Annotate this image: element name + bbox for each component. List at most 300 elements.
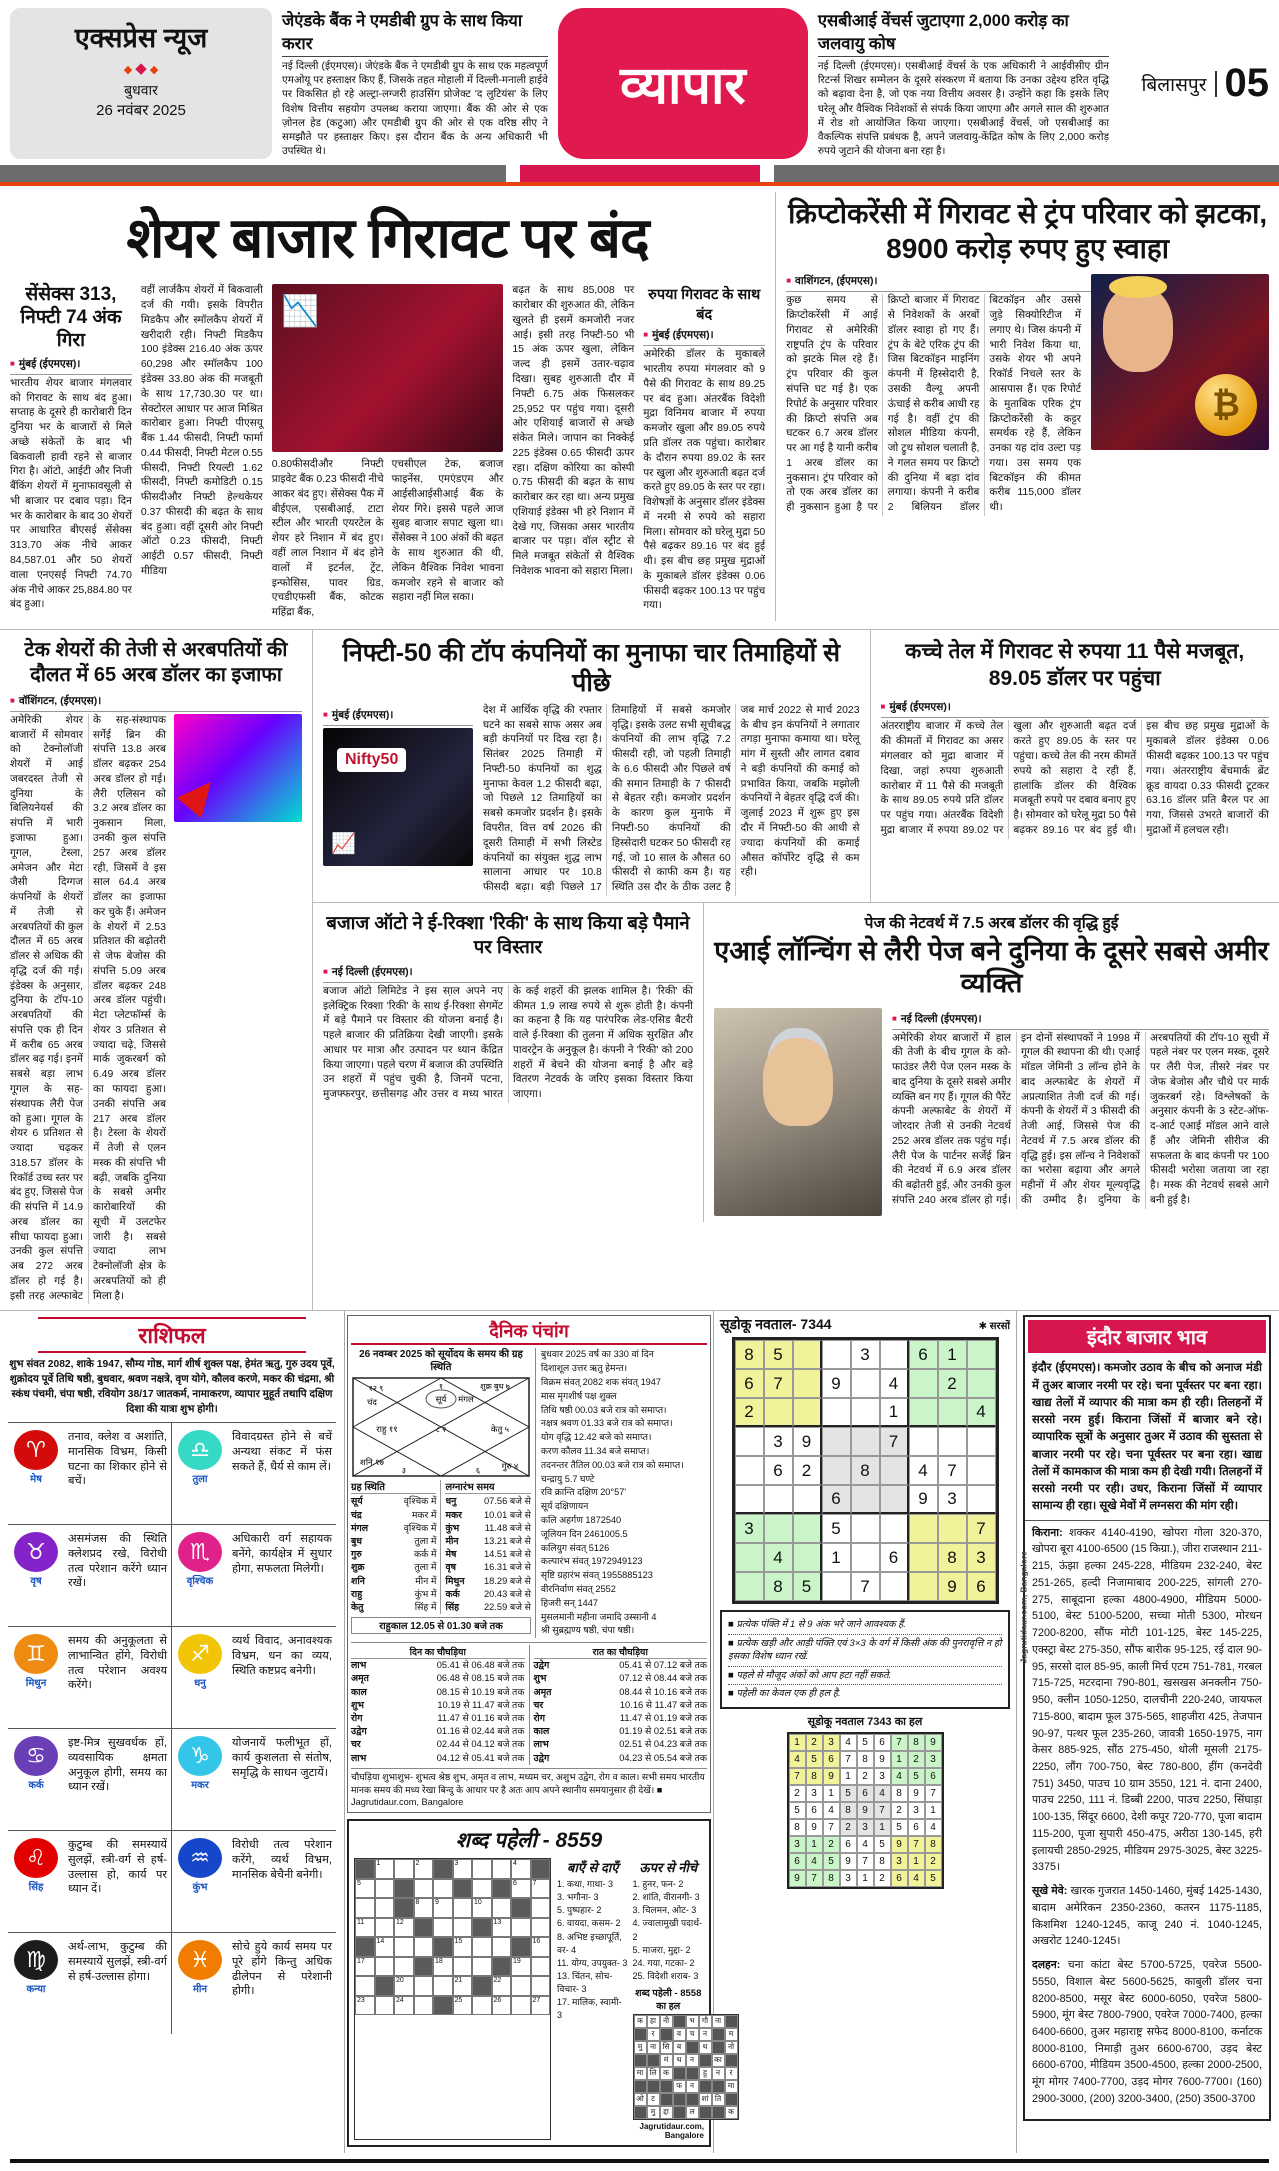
rate-paragraph: दलहन: चना कांटा बेस्ट 5700-5725, एवरेज 5500-5550, विशाल बेस्ट 5600-5625, काबुली डॉलर चना 8200-8500, मसूर बेस्ट 6000-6050, एवरेज 5800-5900, मूंग बेस्ट 7800-7900, एवरेज 7000-7400, हल्का 6400-6600, तुअर महाराष्ट्र सफेद 8000-8100, कर्नाटक 8000-8100, निमाड़ी तुअर 6600-6700, उड़द बेस्ट 6600-6700, मीडियम 3500-4500, हल्का 2000-2500, मूंग मोगर 7400-7700, उड़द मोगर 7600-7700। (160) 2900-3000, (200) 3200-3400, (250) 3500-3700 — [1032, 1957, 1262, 2108]
sudoku-cell[interactable] — [735, 1485, 764, 1514]
sudoku-cell: 2 — [806, 1734, 823, 1751]
page-number: 05 — [1225, 61, 1270, 106]
crossword-cell[interactable]: 16 — [531, 1937, 551, 1957]
sudoku-cell[interactable] — [909, 1369, 938, 1398]
crossword-solution-cell — [699, 2080, 712, 2093]
crossword-block — [472, 1918, 492, 1938]
sudoku-cell: 8 — [874, 1853, 891, 1870]
sudoku-cell[interactable] — [938, 1514, 967, 1543]
crossword-block — [472, 1976, 492, 1996]
crossword-block — [433, 1937, 453, 1957]
sudoku-cell[interactable]: 7 — [967, 1514, 996, 1543]
crossword-cell[interactable] — [492, 1859, 512, 1879]
crossword-cell[interactable] — [472, 1957, 492, 1977]
crossword-block — [492, 1879, 512, 1899]
crossword-solution-cell — [634, 2080, 647, 2093]
crossword-block — [433, 1996, 453, 2016]
header-rule-bar — [0, 165, 1279, 182]
crossword-cell[interactable] — [531, 1957, 551, 1977]
lagna-header: लग्नारंभ समय — [445, 1480, 530, 1494]
crossword-cell[interactable] — [394, 1957, 414, 1977]
crossword-block — [394, 1898, 414, 1918]
page-bottom-rule — [10, 2159, 1269, 2163]
crossword-block — [511, 1898, 531, 1918]
sudoku-cell[interactable] — [967, 1485, 996, 1514]
crossword-cell[interactable] — [375, 1918, 395, 1938]
crossword-cell[interactable] — [355, 1976, 375, 1996]
down-chart-icon: 📉 — [282, 294, 319, 329]
sbi-headline: एसबीआई वेंचर्स जुटाएगा 2,000 करोड़ का जलवायु कोष — [818, 8, 1109, 57]
rashifal-section — [0, 1311, 344, 2152]
sudoku-cell: 3 — [874, 1768, 891, 1785]
crossword-cell[interactable] — [375, 1879, 395, 1899]
sudoku-cell[interactable]: 1 — [880, 1398, 909, 1427]
sudoku-cell: 8 — [908, 1734, 925, 1751]
sudoku-cell[interactable] — [938, 1427, 967, 1456]
sudoku-cell: 2 — [840, 1819, 857, 1836]
crossword-solution-cell: न — [712, 2067, 725, 2080]
sudoku-cell: 4 — [823, 1802, 840, 1819]
crossword-cell[interactable]: 7 — [531, 1879, 551, 1899]
crossword-cell[interactable]: 21 — [453, 1976, 473, 1996]
crossword-cell[interactable]: 10 — [472, 1898, 492, 1918]
crossword-solution-cell: मं — [660, 2054, 673, 2067]
trump-face-shape — [1103, 286, 1173, 372]
crossword-cell[interactable]: 12 — [394, 1918, 414, 1938]
svg-text:सूर्य: सूर्य — [436, 1394, 448, 1405]
sudoku-cell[interactable] — [822, 1398, 851, 1427]
crossword-solution-cell: नो — [725, 2041, 738, 2054]
sudoku-cell[interactable]: 8 — [938, 1543, 967, 1572]
sudoku-cell[interactable] — [851, 1427, 880, 1456]
crossword-solution-cell: क — [725, 2106, 738, 2119]
crossword-cell[interactable] — [433, 1976, 453, 1996]
sudoku-cell: 8 — [806, 1768, 823, 1785]
crossword-block — [414, 1918, 434, 1938]
sudoku-cell[interactable]: 3 — [938, 1485, 967, 1514]
sudoku-cell: 4 — [908, 1870, 925, 1887]
sudoku-cell: 6 — [891, 1870, 908, 1887]
crossword-cell[interactable] — [355, 1898, 375, 1918]
crossword-cell[interactable]: 15 — [453, 1937, 473, 1957]
zodiac-icon: ♏ — [178, 1532, 222, 1572]
rashifal-entry: ♐ धनु व्यर्थ विवाद, अनावश्यक विभ्रम, धन का व्यय, स्थिति कष्टप्रद बनेगी। — [172, 1626, 336, 1728]
sudoku-cell[interactable]: 8 — [735, 1340, 764, 1369]
crossword-cell[interactable]: 23 — [355, 1996, 375, 2016]
sudoku-cell: 7 — [908, 1836, 925, 1853]
crossword-solution-cell: व — [673, 2028, 686, 2041]
sudoku-cell[interactable] — [822, 1572, 851, 1601]
down-header: ऊपर से नीचे — [633, 1858, 705, 1876]
crossword-block — [433, 1859, 453, 1879]
crossword-cell[interactable]: 3 — [453, 1859, 473, 1879]
sudoku-cell[interactable] — [938, 1398, 967, 1427]
sudoku-cell[interactable] — [909, 1543, 938, 1572]
crossword-cell[interactable]: 11 — [355, 1918, 375, 1938]
sudoku-cell[interactable]: 7 — [938, 1456, 967, 1485]
up-arrow-icon — [177, 772, 223, 819]
sudoku-cell[interactable]: 3 — [851, 1340, 880, 1369]
crossword-cell[interactable]: 13 — [492, 1918, 512, 1938]
crude-headline: कच्चे तेल में गिरावट से रुपया 11 पैसे मजबूत, 89.05 डॉलर पर पहुंचा — [881, 638, 1270, 693]
sarso-label: ✱ सरसों — [979, 1318, 1010, 1332]
crossword-cell[interactable]: 24 — [394, 1996, 414, 2016]
sudoku-cell[interactable] — [851, 1485, 880, 1514]
sudoku-cell: 3 — [840, 1870, 857, 1887]
crossword-cell[interactable] — [375, 1957, 395, 1977]
crossword-cell[interactable]: 17 — [355, 1957, 375, 1977]
sudoku-cell[interactable]: 3 — [967, 1543, 996, 1572]
edition-location: बिलासपुर — [1142, 71, 1217, 97]
sudoku-cell[interactable]: 1 — [938, 1340, 967, 1369]
sudoku-cell[interactable]: 2 — [793, 1456, 822, 1485]
grah-list: सूर्य वृश्चिक में चंद्र मकर में मंगल वृश्चिक में बुध तुला में गुरु कर्क में शुक्र तुला में शनि मीन में राहु कुंभ में केतु सिंह में — [351, 1495, 436, 1614]
crossword-solution-cell: मा — [634, 2067, 647, 2080]
crossword-cell[interactable] — [394, 1937, 414, 1957]
sudoku-cell[interactable]: 7 — [764, 1369, 793, 1398]
crossword-cell[interactable]: 6 — [511, 1879, 531, 1899]
sudoku-cell[interactable] — [967, 1340, 996, 1369]
crossword-solution-cell — [634, 2054, 647, 2067]
crossword-cell[interactable]: 2 — [414, 1859, 434, 1879]
sudoku-cell: 4 — [925, 1819, 942, 1836]
sudoku-cell[interactable] — [822, 1456, 851, 1485]
crude-body: अंतरराष्ट्रीय बाजार में कच्चे तेल की कीमतों में गिरावट का असर मंगलवार को मुद्रा बाजार में दिखा, जहां रुपया शुरुआती कारोबार में 11 पैसे की मजबूती के साथ 89.05 रुपये प्रति डॉलर पर पहुंच गया। अंतरबैंक विदेशी मुद्रा बाजार में रुपया 89.02 पर खुला और शुरुआती बढ़त दर्ज करते हुए 89.05 के स्तर पर पहुंचा। कच्चे तेल की नरम कीमतें रुपये को सहारा दे रही हैं, हालांकि डॉलर की वैश्विक मजबूती रुपये पर दबाव बनाए हुए है। सोमवार को घरेलू मुद्रा 50 पैसे बढ़कर 89.16 पर बंद हुई थी। इस बीच छह प्रमुख मुद्राओं के मुकाबले डॉलर इंडेक्स 0.06 फीसदी बढ़कर 100.13 पर पहुंच गया। अंतरराष्ट्रीय बेंचमार्क ब्रेंट क्रूड वायदा 0.33 फीसदी टूटकर 63.16 डॉलर प्रति बैरल पर आ गया, जिससे उभरते बाजारों की मुद्राओं में हलचल रही। — [881, 720, 1270, 838]
sudoku-cell[interactable] — [851, 1543, 880, 1572]
larry-body: अमेरिकी शेयर बाजारों में हाल की तेजी के बीच गूगल के को-फाउंडर लैरी पेज एलन मस्क के बाद दुनिया के दूसरे सबसे अमीर व्यक्ति बन गए हैं। गूगल की पैरेंट कंपनी अल्फाबेट के शेयरों में जोरदार तेजी से उनकी नेटवर्थ 252 अरब डॉलर तक पहुंच गई। लैरी पेज के पार्टनर सर्जेई ब्रिन की नेटवर्थ में 6.9 अरब डॉलर की बढ़ोतरी हुई, और उनकी कुल संपत्ति 240 अरब डॉलर हो गई। इन दोनों संस्थापकों ने 1998 में गूगल की स्थापना की थी। एआई मॉडल जेमिनी 3 लॉन्च होने के बाद अल्फाबेट के शेयरों में अप्रत्याशित तेजी दर्ज की गई। कंपनी के शेयरों में 3 फीसदी की तेजी आई, जिससे पेज की नेटवर्थ में 7.5 अरब डॉलर की वृद्धि हुई। इस लॉन्च ने निवेशकों का भरोसा बढ़ाया और अगले महीनों में और शेयर मूल्यवृद्धि की उम्मीद है। दुनिया के अरबपतियों की टॉप-10 सूची में पहले नंबर पर एलन मस्क, दूसरे पर लैरी पेज, तीसरे नंबर पर जेफ बेजोस और चौथे पर मार्क जुकरबर्ग रहे। विश्लेषकों के अनुसार कंपनी के 3 स्टेट-ऑफ-द-आर्ट एआई मॉडल आने वाले हैं और जेमिनी सीरीज की सफलता के बाद कंपनी पर 100 फीसदी भरोसा जताया जा रहा है। मस्क की नेटवर्थ सबसे आगे बनी हुई है। — [892, 1032, 1269, 1209]
sudoku-cell: 6 — [857, 1785, 874, 1802]
day-chaughadiya-rows: लाभ 05.41 से 06.48 बजे तक अमृत 06.48 से 08.15 बजे तक काल 08.15 से 10.19 बजे तक शुभ 10.19 से 11.47 बजे तक रोग 11.47 से 01.16 बजे तक उद्वेग 01.16 से 02.44 बजे तक चर 02.44 से 04.12 बजे तक लाभ 04.12 से 05.41 बजे तक — [351, 1659, 525, 1765]
crossword-cell[interactable]: 5 — [355, 1879, 375, 1899]
crossword-title: शब्द पहेली - 8559 — [354, 1826, 704, 1854]
sudoku-cell: 3 — [925, 1751, 942, 1768]
sudoku-cell[interactable]: 3 — [735, 1514, 764, 1543]
svg-text:चंद: चंद — [367, 1397, 377, 1407]
sudoku-cell[interactable] — [851, 1369, 880, 1398]
tech-headline: टेक शेयरों की तेजी से अरबपतियों की दौलत में 65 अरब डॉलर का इजाफा — [10, 638, 302, 688]
svg-text:६: ६ — [476, 1466, 480, 1475]
indore-title: इंदौर बाजार भाव — [1028, 1320, 1266, 1353]
crossword-cell[interactable] — [531, 1918, 551, 1938]
sudoku-cell: 3 — [789, 1836, 806, 1853]
crossword-solution-cell — [686, 2041, 699, 2054]
crossword-cell[interactable]: 25 — [453, 1996, 473, 2016]
larry-headline: एआई लॉन्चिंग से लैरी पेज बने दुनिया के दूसरे सबसे अमीर व्यक्ति — [714, 935, 1269, 1000]
sudoku-cell[interactable] — [793, 1543, 822, 1572]
sudoku-cell[interactable]: 4 — [764, 1543, 793, 1572]
day-chaughadiya-header: दिन का चौघड़िया — [351, 1645, 525, 1659]
sudoku-cell: 6 — [789, 1853, 806, 1870]
crossword-cell[interactable] — [375, 1996, 395, 2016]
lead-col5: अमेरिकी डॉलर के मुकाबले भारतीय रुपया मंगलवार को 9 पैसे की गिरावट के साथ 89.25 पर बंद हुआ। अंतरबैंक विदेशी मुद्रा विनिमय बाजार में रुपया कमजोर खुला और 89.05 रुपये प्रति डॉलर तक पहुंचा। कारोबार के दौरान रुपया 89.02 के स्तर पर खुला और शुरुआती बढ़त दर्ज करते हुए 89.05 के स्तर पर रहा। विशेषज्ञों के अनुसार डॉलर इंडेक्स में नरमी से रुपये को सहारा मिला। सोमवार को घरेलू मुद्रा 50 पैसे बढ़कर 89.16 पर बंद हुई थी। इस बीच छह प्रमुख मुद्राओं के मुकाबले डॉलर इंडेक्स 0.06 फीसदी बढ़कर 100.13 पर पहुंच गया। — [643, 348, 765, 614]
crossword-cell[interactable]: 14 — [375, 1937, 395, 1957]
sudoku-cell[interactable] — [851, 1514, 880, 1543]
svg-text:१२ ९: १२ ९ — [369, 1384, 384, 1393]
sudoku-cell: 1 — [874, 1819, 891, 1836]
rashifal-entry: ♈ मेष तनाव, क्लेश व अशांति, मानसिक विभ्रम, किसी घटना का शिकार होने से बचें। — [8, 1422, 172, 1524]
sudoku-cell[interactable]: 6 — [764, 1456, 793, 1485]
sudoku-cell[interactable]: 6 — [967, 1572, 996, 1601]
sudoku-cell[interactable]: 2 — [735, 1398, 764, 1427]
sudoku-cell: 4 — [891, 1768, 908, 1785]
panchang-title: दैनिक पंचांग — [351, 1319, 707, 1345]
crossword-solution-cell: र — [647, 2028, 660, 2041]
sudoku-cell[interactable] — [909, 1398, 938, 1427]
sudoku-cell[interactable] — [967, 1427, 996, 1456]
zodiac-icon: ♓ — [178, 1940, 222, 1980]
crossword-solution-cell: लि — [647, 2067, 660, 2080]
crossword-grid[interactable] — [354, 1858, 551, 2139]
crossword-solution-cell: न — [699, 2028, 712, 2041]
crossword-block — [355, 1937, 375, 1957]
sudoku-cell[interactable]: 2 — [938, 1369, 967, 1398]
crossword-cell[interactable]: 27 — [531, 1996, 551, 2016]
crossword-cell[interactable] — [414, 1996, 434, 2016]
sudoku-cell: 8 — [823, 1870, 840, 1887]
crossword-cell[interactable] — [472, 1859, 492, 1879]
lead-col3a: 0.80फीसदीऔर निफ्टी प्राइवेट बैंक 0.23 फीसदी नीचे आकर बंद हुए। सेंसेक्स पैक में बीईएल, एसबीआई, टाटा स्टील और भारती एयरटेल के शेयर हरे निशान में बंद हुए। वहीं लाल निशान में बंद होने वालों में इटर्नल, ट्रेंट, इन्फोसिस, पावर ग्रिड, एचडीएफसी बैंक, कोटक महिंद्रा बैंक, — [272, 458, 384, 620]
rate-paragraph: किराना: शक्कर 4140-4190, खोपरा गोला 320-370, खोपरा बूरा 4100-6500 (15 किग्रा.), जीरा राजस्थान 211-215, ऊंझा हल्का 245-228, मीडियम 232-240, बेस्ट 251-265, हल्दी निजामाबाद 200-225, सांगली 270-275, साबूदाना हल्का 4800-4900, मीडियम 5000-5100, बेस्ट 5100-5200, सच्चा मोती 5300, मोरधन 7200-8200, सौंफ मोटी 101-125, बेस्ट 145-225, एक्स्ट्रा बेस्ट 275-350, सौंफ बारीक 95-125, रई दाल 90-95, सरसो दाल 85-95, काली मिर्च एटम 751-781, गरबल 715-725, मटरदाना 790-801, खसखस अनक्लीन 750-950, क्लीन 1050-1250, दालचीनी 220-240, जायफल 715-800, बादाम फूल 375-565, शाहजीरा 425, तेजपान 90-97, पत्थर फूल 235-260, जावत्री 1650-1975, नाग केसर 885-925, सौंठ 275-450, धोली मूसली 2175-2250, लौंग 700-750, बेस्ट 780-800, हींग (कनदेवी 751) 3450, पाउच 10 ग्राम 3550, 121 नं. दाना 2400, पाउच 2250, 111 नं. डिब्बी 2200, पाउच 2250, सिंघाड़ा 100-135, सिंदूर 6600, देशी कपूर 720-770, पूजा बादाम 115-200, पूजा सुपारी 450-475, अरीठा 130-145, हरी इलायची 2850-2925, मीडियम 2975-3025, बेस्ट 3225-3375। — [1032, 1525, 1262, 1876]
grah-header: ग्रह स्थिति — [351, 1480, 436, 1494]
sudoku-cell[interactable] — [735, 1543, 764, 1572]
sudoku-cell: 9 — [891, 1836, 908, 1853]
sudoku-cell[interactable] — [793, 1514, 822, 1543]
sudoku-cell: 2 — [925, 1853, 942, 1870]
crypto-body: कुछ समय से क्रिप्टोकरेंसी में आई गिरावट से अमेरिकी राष्ट्रपति ट्रंप के परिवार को झटके मिल रहे हैं। ट्रंप परिवार की कुल संपत्ति घट गई है। एक रिपोर्ट के अनुसार परिवार की क्रिप्टो संपत्ति अब घटकर 6.7 अरब डॉलर पर आ गई है यानी करीब 1 अरब डॉलर का नुकसान। ट्रंप परिवार को तो एक अरब डॉलर का ही नुकसान हुआ है पर क्रिप्टो बाजार में गिरावट से निवेशकों के अरबों डॉलर स्वाहा हो गए हैं। ट्रंप के बेटे एरिक ट्रंप की जिस बिटकॉइन माइनिंग कंपनी में हिस्सेदारी है, उसकी वैल्यू अपनी ऊंचाई से करीब आधी रह गई है। वहीं ट्रंप की सोशल मीडिया कंपनी, जो ट्रुथ सोशल चलाती है, ने गलत समय पर क्रिप्टो की दुनिया में बड़ा दांव लगाया। कंपनी ने करीब 2 बिलियन डॉलर बिटकॉइन और उससे जुड़े सिक्योरिटीज में लगाए थे। जिस कंपनी में भारी निवेश किया था, उसके शेयर भी अपने रिकॉर्ड निचले स्तर के आसपास हैं। एक रिपोर्ट के मुताबिक एरिक ट्रंप क्रिप्टोकरेंसी के कट्टर समर्थक रहे हैं, लेकिन उनका यह दांव उल्टा पड़ गया। उस समय एक बिटकॉइन की कीमत करीब 115,000 डॉलर थी। — [786, 294, 1081, 515]
crossword-cell[interactable] — [472, 1879, 492, 1899]
crossword-block — [414, 1957, 434, 1977]
crossword-cell[interactable]: 20 — [394, 1976, 414, 1996]
crossword-solution-cell — [647, 2054, 660, 2067]
crossword-cell[interactable] — [453, 1898, 473, 1918]
sudoku-cell[interactable] — [793, 1340, 822, 1369]
sudoku-cell[interactable]: 4 — [909, 1456, 938, 1485]
sudoku-cell[interactable] — [793, 1369, 822, 1398]
nifty-byline: ■ मुंबई (ईएमएस)। — [323, 708, 473, 726]
sudoku-cell[interactable]: 6 — [822, 1485, 851, 1514]
across-clues: 1. कथा, गाथा- 3 3. भगौना- 3 5. पुष्पहार- 2 6. वायदा, कसम- 2 8. अभिष्ट इच्छापूर्ति, वर- 4 11. योग्य, उपयुक्त- 3 13. चिंतन, सोच-विचार- 3 17. मालिक, स्वामी- 3 — [557, 1878, 629, 2022]
crossword-cell[interactable] — [453, 1918, 473, 1938]
crossword-solution-cell: म — [725, 2028, 738, 2041]
sudoku-cell[interactable]: 7 — [851, 1572, 880, 1601]
sudoku-cell[interactable] — [764, 1514, 793, 1543]
sudoku-cell[interactable] — [735, 1572, 764, 1601]
sudoku-cell[interactable] — [967, 1456, 996, 1485]
sudoku-solution-label: सूडोकू नवताल 7343 का हल — [720, 1714, 1010, 1729]
sudoku-cell[interactable]: 3 — [764, 1427, 793, 1456]
rashifal-entry: ♎ तुला विवादग्रस्त होने से बचें अन्यथा संकट में फंस सकते हैं, धैर्य से काम लें। — [172, 1422, 336, 1524]
crossword-cell[interactable] — [453, 1957, 473, 1977]
crossword-solution-cell — [673, 2106, 686, 2119]
sudoku-cell[interactable] — [880, 1572, 909, 1601]
crossword-block — [453, 1879, 473, 1899]
sudoku-cell[interactable]: 5 — [764, 1340, 793, 1369]
crossword-solution-cell: मु — [634, 2041, 647, 2054]
crossword-cell[interactable]: 26 — [492, 1996, 512, 2016]
sudoku-cell[interactable]: 8 — [764, 1572, 793, 1601]
night-chaughadiya-rows: उद्वेग 05.41 से 07.12 बजे तक शुभ 07.12 से 08.44 बजे तक अमृत 08.44 से 10.16 बजे तक चर 10.16 से 11.47 बजे तक रोग 11.47 से 01.19 बजे तक काल 01.19 से 02.51 बजे तक लाभ 02.51 से 04.23 बजे तक उद्वेग 04.23 से 05.54 बजे तक — [534, 1659, 708, 1765]
zodiac-icon: ♎ — [178, 1430, 222, 1470]
sudoku-cell: 5 — [891, 1819, 908, 1836]
sudoku-cell[interactable] — [880, 1456, 909, 1485]
sudoku-cell[interactable] — [909, 1427, 938, 1456]
across-header: बाएँ से दाएँ — [557, 1858, 629, 1876]
crossword-solution-cell: भ — [686, 2015, 699, 2028]
sudoku-grid[interactable] — [732, 1337, 999, 1604]
sudoku-cell[interactable] — [967, 1369, 996, 1398]
bottom-band — [0, 1311, 1279, 2152]
crossword-cell[interactable] — [531, 1898, 551, 1918]
crossword-solution-cell: ति — [712, 2093, 725, 2106]
crossword-cell[interactable]: 9 — [433, 1898, 453, 1918]
sudoku-cell[interactable]: 5 — [793, 1572, 822, 1601]
crossword-solution-cell — [673, 2093, 686, 2106]
crossword-cell[interactable] — [492, 1898, 512, 1918]
crossword-cell[interactable] — [394, 1859, 414, 1879]
sudoku-cell[interactable]: 4 — [880, 1369, 909, 1398]
crossword-cell[interactable] — [414, 1937, 434, 1957]
crossword-cell[interactable] — [511, 1996, 531, 2016]
crossword-cell[interactable] — [414, 1976, 434, 1996]
sudoku-cell[interactable] — [880, 1485, 909, 1514]
sudoku-cell[interactable] — [822, 1427, 851, 1456]
lead-col1: भारतीय शेयर बाजार मंगलवार को गिरावट के साथ बंद हुआ। सप्ताह के दूसरे ही कारोबारी दिन दुनिया भर के बाजारों से मिले अच्छे संकेतों के बाद भी बिकवाली हावी रहने से बाजार गिरा है। ऑटो, आईटी और निजी बैंकिंग शेयरों में मुनाफावसूली से भी बाजार पर दबाव पड़ा। दिन भर के कारोबार के बाद 30 शेयरों पर आधारित बीएसई सेंसेक्स 313.70 अंक नीचे आकर 84,587.01 और 50 शेयरों वाला एनएसई निफ्टी 74.70 अंक नीचे आकर 25,884.80 पर बंद हुआ। — [10, 377, 132, 613]
sudoku-cell: 1 — [891, 1751, 908, 1768]
crossword-cell[interactable]: 1 — [375, 1859, 395, 1879]
sudoku-cell[interactable]: 4 — [967, 1398, 996, 1427]
sudoku-cell: 4 — [874, 1785, 891, 1802]
crypto-byline: ■ वाशिंगटन, (ईएमएस)। — [786, 274, 1269, 292]
article-larry-page — [704, 903, 1279, 1222]
sudoku-cell: 9 — [840, 1853, 857, 1870]
crossword-solution-cell: न — [686, 2054, 699, 2067]
sudoku-cell[interactable] — [909, 1514, 938, 1543]
sudoku-cell[interactable]: 6 — [880, 1543, 909, 1572]
lagna-list: धनु 07.56 बजे से मकर 10.01 बजे से कुंभ 11.48 बजे से मीन 13.21 बजे से मेष 14.51 बजे से वृष 16.31 बजे से मिथुन 18.29 बजे से कर्क 20.43 बजे से सिंह 22.59 बजे से — [445, 1495, 530, 1614]
sudoku-cell[interactable] — [851, 1398, 880, 1427]
lead-band — [0, 186, 1279, 629]
sudoku-cell: 4 — [840, 1734, 857, 1751]
crossword-cell[interactable]: 22 — [492, 1976, 512, 1996]
article-share-market — [10, 192, 776, 620]
sudoku-cell: 2 — [789, 1785, 806, 1802]
sudoku-cell: 9 — [925, 1734, 942, 1751]
sudoku-cell: 6 — [925, 1768, 942, 1785]
sudoku-cell[interactable]: 9 — [822, 1369, 851, 1398]
sudoku-cell: 7 — [874, 1802, 891, 1819]
article-bajaj-auto — [313, 903, 704, 1222]
masthead-date: 26 नवंबर 2025 — [16, 100, 266, 120]
tech-byline: ■ वॉशिंगटन, (ईएमएस)। — [10, 694, 302, 712]
crossword-cell[interactable] — [472, 1937, 492, 1957]
section-banner-vyapar — [558, 8, 808, 159]
crossword-block — [394, 1879, 414, 1899]
sudoku-cell[interactable] — [793, 1398, 822, 1427]
svg-text:शनि १७: शनि १७ — [360, 1457, 384, 1467]
rashifal-entry: ♌ सिंह कुटुम्ब की समस्यायें सुलझें, स्त्री-वर्ग से हर्ष-उल्लास हो, कार्य पर ध्यान दें। — [8, 1830, 172, 1932]
sudoku-cell[interactable]: 5 — [822, 1514, 851, 1543]
sudoku-cell: 5 — [789, 1802, 806, 1819]
svg-text:शुक्र बुध ७: शुक्र बुध ७ — [480, 1382, 510, 1392]
crossword-cell[interactable] — [511, 1918, 531, 1938]
sudoku-cell[interactable]: 9 — [793, 1427, 822, 1456]
sudoku-cell[interactable]: 9 — [909, 1485, 938, 1514]
crossword-cell[interactable] — [375, 1898, 395, 1918]
lead-headline: शेयर बाजार गिरावट पर बंद — [10, 198, 765, 274]
crossword-cell[interactable] — [433, 1879, 453, 1899]
masthead-ornament-icon: ◆ ◆ ◆ — [16, 59, 266, 77]
crossword-cell[interactable]: 18 — [433, 1957, 453, 1977]
crossword-solution-cell: क — [660, 2067, 673, 2080]
article-nifty50 — [313, 630, 871, 902]
sudoku-cell[interactable]: 6 — [735, 1369, 764, 1398]
rashifal-entry: ♍ कन्या अर्थ-लाभ, कुटुम्ब की समस्यायें सुलझें, स्त्री-वर्ग से हर्ष-उल्लास होगा। — [8, 1932, 172, 2034]
lead-col2: वहीं लार्जकैप शेयरों में बिकवाली दर्ज की गयी। इसके विपरीत मिडकैप और स्मॉलकैप शेयरों में खरीदारी रही। निफ्टी मिडकैप 100 इंडेक्स 216.40 अंक ऊपर 60,298 और स्मॉलकैप 100 इंडेक्स 33.80 अंक की मजबूती के साथ 17,730.30 पर था। सेक्टोरल आधार पर आज मिश्रित कारोबार हुआ। निफ्टी पीएसयू बैंक 1.44 फीसदी, निफ्टी फार्मा 0.44 फीसदी, निफ्टी मेटल 0.55 फीसदी, निफ्टी रियल्टी 1.62 फीसदी, निफ्टी कमोडिटी 0.15 फीसदीऔर निफ्टी हेल्थकेयर 0.37 फीसदी की बढ़त के साथ बंद हुआ। वहीं दूसरी ओर निफ्टी ऑटो 0.23 फीसदी, निफ्टी आईटी 0.57 फीसदी, निफ्टी मीडिया — [141, 284, 263, 579]
sudoku-cell[interactable] — [880, 1514, 909, 1543]
trump-bitcoin-photo — [1091, 274, 1269, 450]
sudoku-cell[interactable] — [764, 1485, 793, 1514]
sudoku-cell[interactable] — [822, 1340, 851, 1369]
lead-col4: बढ़त के साथ 85,008 पर कारोबार की शुरुआत की, लेकिन खुलते ही इसमें कमजोरी नजर आई। इसी तरह निफ्टी-50 भी 15 अंक ऊपर खुला, लेकिन जल्द ही इसमें उतार-चढ़ाव दिखा। सुबह शुरुआती दौर में निफ्टी 6.75 अंक फिसलकर 25,952 पर पहुंच गया। दूसरी ओर एशियाई बाजारों से अच्छे संकेत मिले। जापान का निक्केई 225 इंडेक्स 0.65 फीसदी ऊपर रहा। दक्षिण कोरिया का कोस्पी 0.75 फीसदी की बढ़त के साथ कारोबार कर रहा था। अन्य प्रमुख एशियाई इंडेक्स भी हरे निशान में देखे गए, जिसका असर भारतीय बाजार पर पड़ा। वॉल स्ट्रीट से मिले मजबूत संकेतों से वैश्विक निवेशक भावना को सहारा मिला। — [512, 284, 634, 579]
crossword-solution-cell: हु — [699, 2067, 712, 2080]
sudoku-cell: 2 — [874, 1870, 891, 1887]
sudoku-cell[interactable] — [735, 1456, 764, 1485]
sudoku-cell: 9 — [857, 1802, 874, 1819]
crossword-cell[interactable] — [414, 1879, 434, 1899]
sudoku-cell: 3 — [857, 1819, 874, 1836]
sudoku-cell[interactable] — [909, 1572, 938, 1601]
lead-subhead: सेंसेक्स 313, निफ्टी 74 अंक गिरा — [10, 284, 132, 352]
sudoku-cell[interactable] — [793, 1485, 822, 1514]
crossword-cell[interactable]: 19 — [511, 1957, 531, 1977]
crossword-solution-cell — [699, 2106, 712, 2119]
candlestick-icon: 📈 — [331, 831, 356, 856]
crossword-cell[interactable] — [531, 1976, 551, 1996]
crossword-solution-cell: न — [686, 2080, 699, 2093]
crossword-cell[interactable]: 4 — [511, 1859, 531, 1879]
sudoku-cell: 6 — [874, 1734, 891, 1751]
zodiac-icon: ♌ — [14, 1838, 58, 1878]
crossword-solution-cell: क — [634, 2015, 647, 2028]
sudoku-cell[interactable]: 7 — [880, 1427, 909, 1456]
sudoku-cell[interactable]: 1 — [822, 1543, 851, 1572]
crossword-cell[interactable] — [511, 1976, 531, 1996]
crossword-solution-cell: ब — [673, 2041, 686, 2054]
rashifal-entry: ♏ वृश्चिक अधिकारी वर्ग सहायक बनेंगे, कार्यक्षेत्र में सुधार होगा, सफलता मिलेगी। — [172, 1524, 336, 1626]
sudoku-cell: 5 — [840, 1785, 857, 1802]
sudoku-cell[interactable] — [880, 1340, 909, 1369]
sudoku-cell[interactable]: 9 — [938, 1572, 967, 1601]
crossword-cell[interactable]: 8 — [414, 1898, 434, 1918]
sudoku-cell: 5 — [857, 1734, 874, 1751]
sudoku-cell: 1 — [823, 1785, 840, 1802]
crossword-cell[interactable] — [492, 1937, 512, 1957]
crossword-cell[interactable] — [433, 1918, 453, 1938]
crossword-block — [511, 1937, 531, 1957]
article-jk-bank — [282, 8, 548, 159]
crossword-solution-cell: मु — [647, 2106, 660, 2119]
sudoku-cell: 9 — [806, 1819, 823, 1836]
sudoku-cell: 9 — [908, 1785, 925, 1802]
rate-paragraph: सूखे मेवे: खारक गुजरात 1450-1460, मुंबई 1425-1430, बादाम अमेरिकन 2350-2360, कतरन 1175-1185, किशमिश 1240-1245, काजू 240 नं. 1040-1245, अखरोट 1240-1245। — [1032, 1883, 1262, 1950]
crossword-cell[interactable] — [472, 1996, 492, 2016]
sudoku-cell: 9 — [789, 1870, 806, 1887]
bajaj-body: बजाज ऑटो लिमिटेड ने इस सा़ल अपने नए इलेक्ट्रिक रिक्शा 'रिकी' के साथ ई-रिक्शा सेगमेंट में बड़े पैमाने पर विस्तार की योजना बनाई है। पहले बाजार की प्रतिक्रिया देखी जाएगी। इसके आधार पर मात्रा और उत्पादन पर ध्यान केंद्रित किया जाएगा। पहले चरण में बजाज की उपस्थिति उन शहरों में पहुंच चुकी है, जिनमें पटना, मुजफ्फरपुर, छत्तीसगढ़ और उत्तर व मध्य भारत के कई शहरों की झलक शामिल है। 'रिकी' की कीमत 1.9 लाख रुपये से शुरू होती है। कंपनी का कहना है कि यह पारंपरिक लेड-एसिड बैटरी वाले ई-रिक्शा की तुलना में अधिक सुरक्षित और पावरट्रेन के अनुकूल है। कंपनी ने 'रिकी' को 200 शहरों में बेचने की योजना बनाई है और बड़े वितरण नेटवर्क के जरिए इसका विस्तार किया जाएगा। — [323, 985, 693, 1103]
sudoku-cell[interactable] — [735, 1427, 764, 1456]
sudoku-cell[interactable]: 8 — [851, 1456, 880, 1485]
sudoku-cell[interactable] — [764, 1398, 793, 1427]
sudoku-cell[interactable]: 6 — [909, 1340, 938, 1369]
